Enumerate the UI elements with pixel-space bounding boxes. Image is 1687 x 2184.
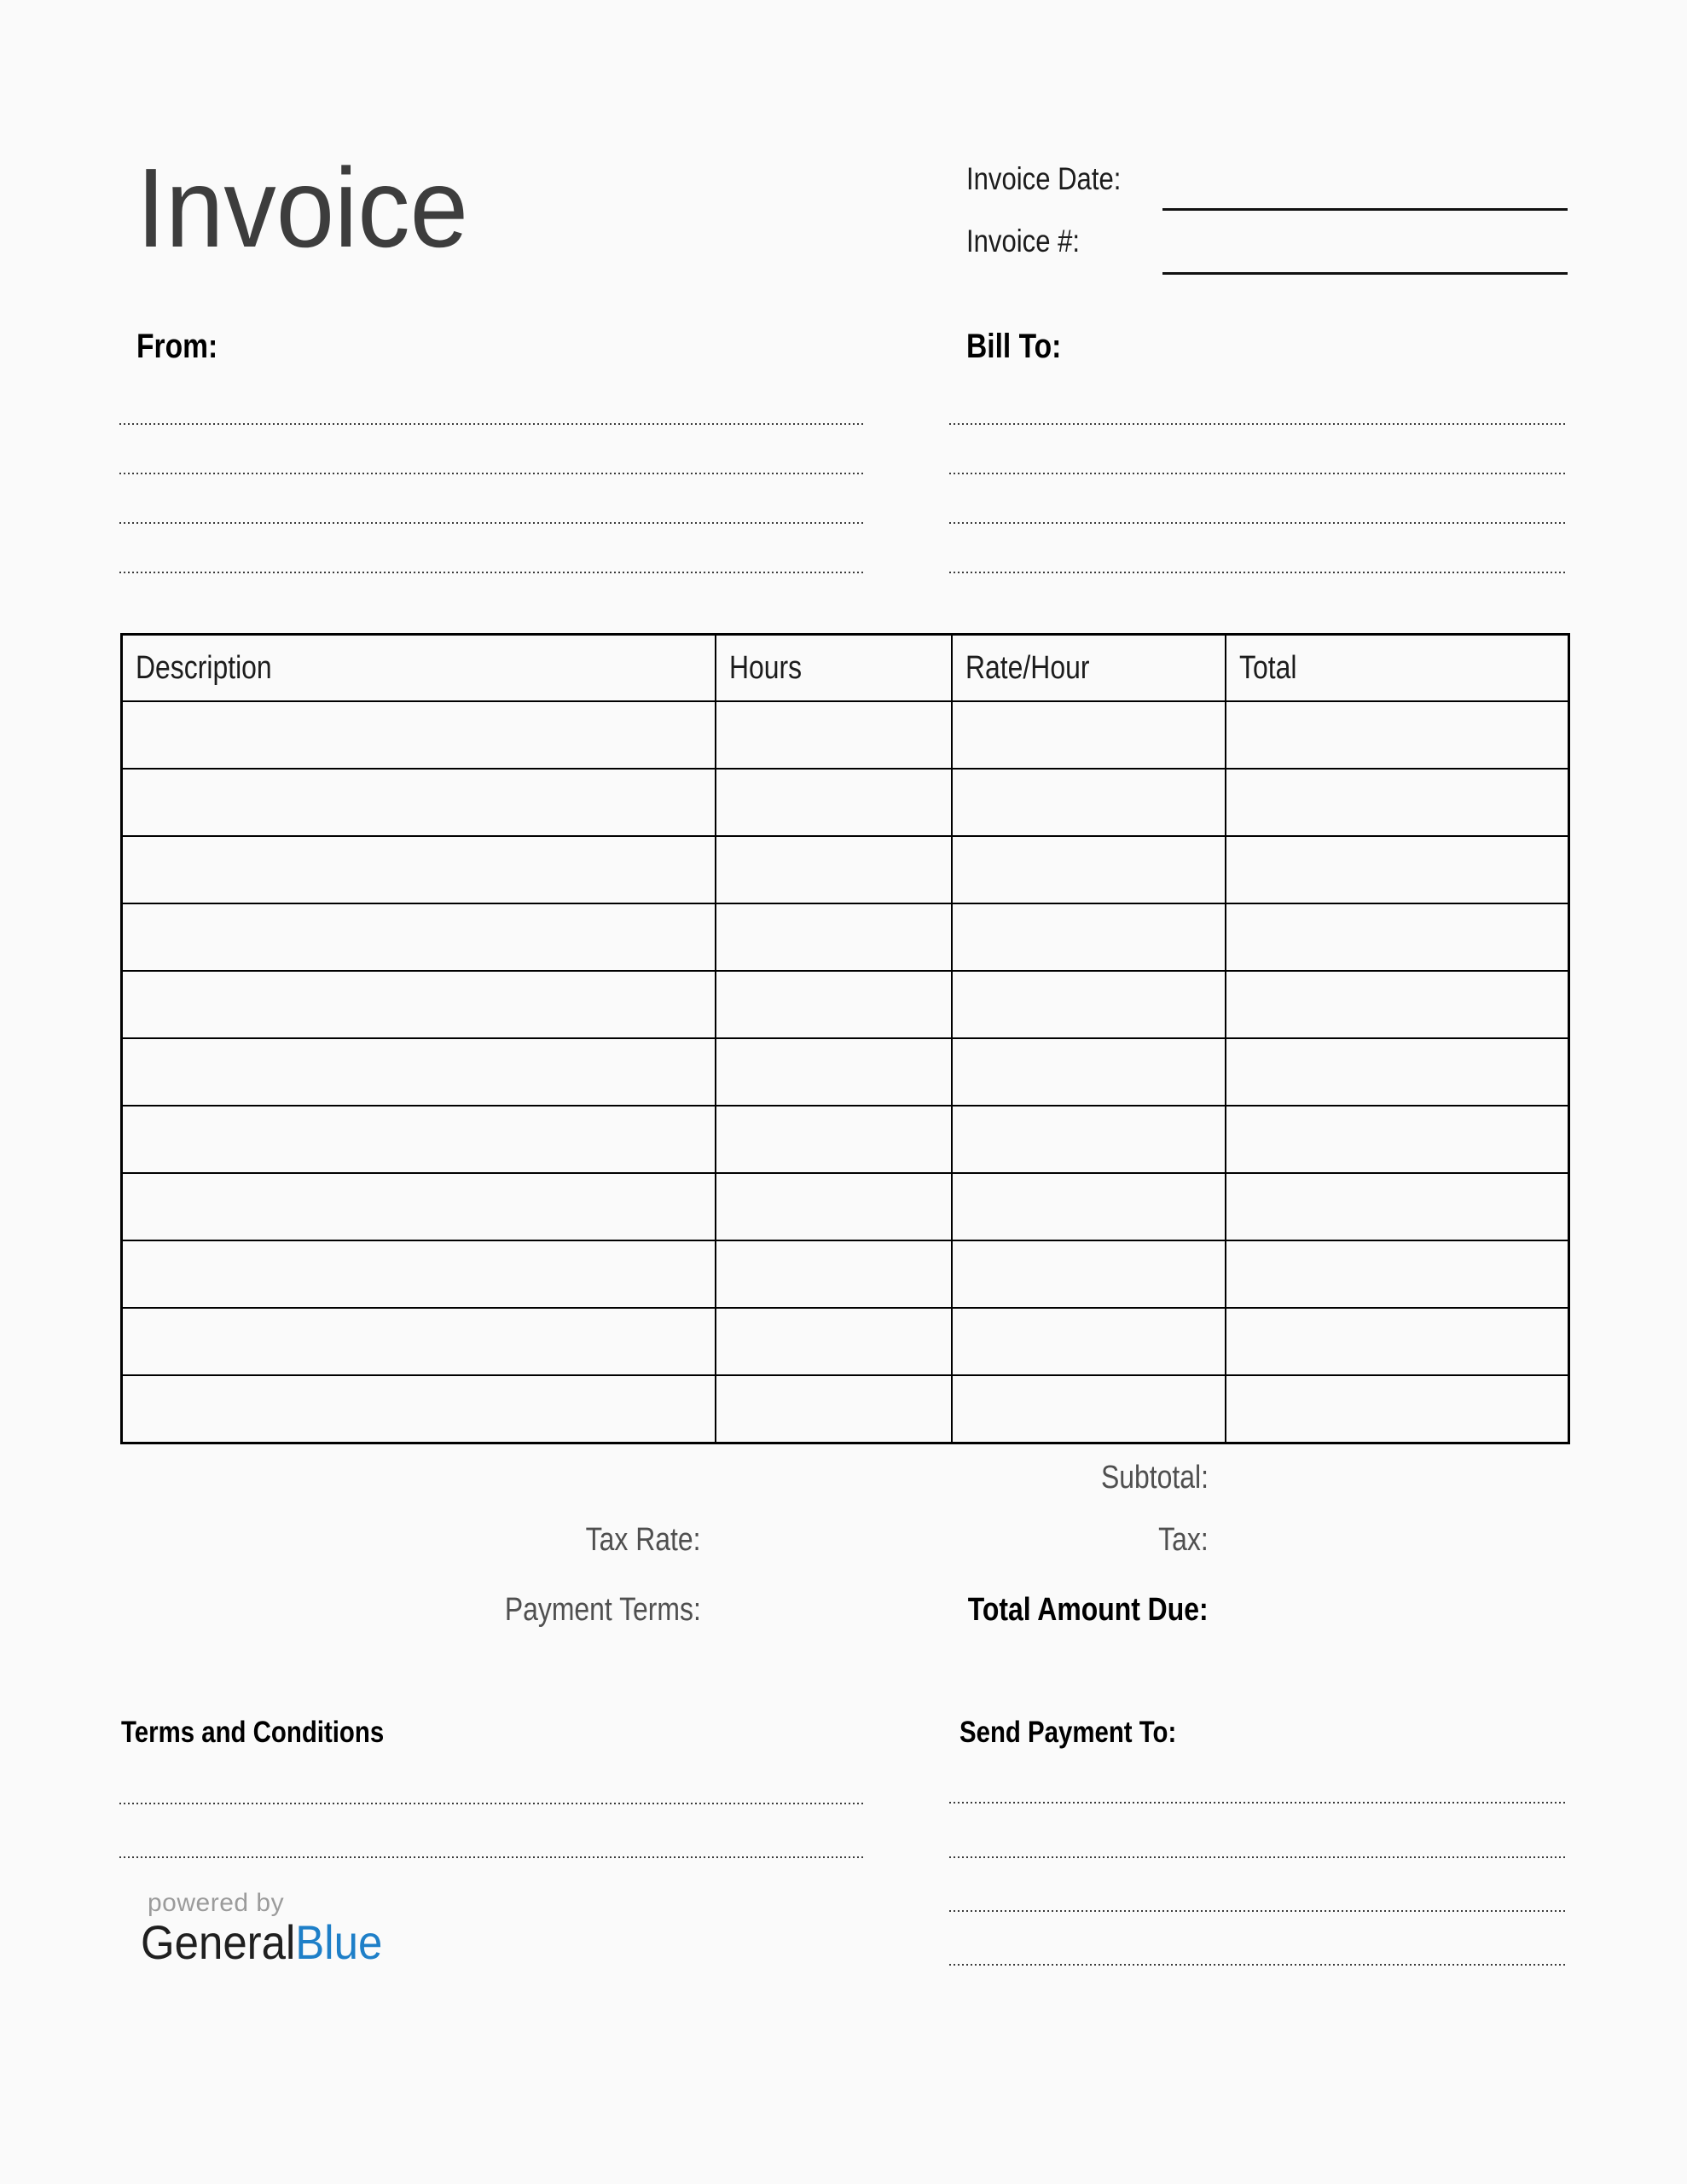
cell-hours[interactable]: [716, 1240, 952, 1308]
cell-total[interactable]: [1226, 769, 1569, 836]
cell-hours[interactable]: [716, 1038, 952, 1106]
cell-total[interactable]: [1226, 701, 1569, 769]
table-header-row: [122, 635, 1569, 702]
powered-by-text: powered by: [148, 1889, 285, 1917]
cell-rate-hour[interactable]: [952, 1173, 1226, 1240]
cell-description[interactable]: [122, 1308, 716, 1375]
payment-terms-label: Payment Terms:: [504, 1592, 701, 1628]
cell-rate-hour[interactable]: [952, 1106, 1226, 1173]
cell-rate-hour[interactable]: [952, 971, 1226, 1038]
cell-total[interactable]: [1226, 1038, 1569, 1106]
send-payment-line-1[interactable]: [949, 1802, 1568, 1804]
table-row: [122, 1173, 1569, 1240]
cell-rate-hour[interactable]: [952, 1038, 1226, 1106]
cell-hours[interactable]: [716, 1375, 952, 1443]
invoice-date-label: Invoice Date:: [966, 161, 1122, 196]
from-address-line-3[interactable]: [119, 522, 864, 524]
bill-to-label: Bill To:: [966, 328, 1062, 365]
invoice-date-input-line[interactable]: [1162, 208, 1568, 211]
column-header-rate-hour: Rate/Hour: [952, 635, 1226, 702]
cell-rate-hour[interactable]: [952, 1308, 1226, 1375]
cell-hours[interactable]: [716, 701, 952, 769]
tax-label: Tax:: [1158, 1522, 1209, 1558]
table-row: [122, 1375, 1569, 1443]
from-address-line-1[interactable]: [119, 423, 864, 425]
from-label: From:: [136, 328, 218, 365]
column-header-total: Total: [1226, 635, 1569, 702]
cell-description[interactable]: [122, 1038, 716, 1106]
send-payment-line-4[interactable]: [949, 1964, 1568, 1966]
table-row: [122, 701, 1569, 769]
cell-description[interactable]: [122, 1375, 716, 1443]
terms-line-1[interactable]: [119, 1803, 864, 1804]
logo-blue-text: Blue: [295, 1915, 383, 1969]
total-amount-due-label: Total Amount Due:: [968, 1592, 1209, 1628]
cell-hours[interactable]: [716, 769, 952, 836]
send-payment-line-2[interactable]: [949, 1856, 1568, 1858]
cell-hours[interactable]: [716, 836, 952, 903]
cell-total[interactable]: [1226, 1375, 1569, 1443]
terms-and-conditions-heading: Terms and Conditions: [121, 1716, 385, 1749]
table-row: [122, 836, 1569, 903]
table-row: [122, 1240, 1569, 1308]
send-payment-line-3[interactable]: [949, 1910, 1568, 1912]
cell-description[interactable]: [122, 1173, 716, 1240]
cell-description[interactable]: [122, 1240, 716, 1308]
table-row: [122, 903, 1569, 971]
cell-rate-hour[interactable]: [952, 769, 1226, 836]
cell-rate-hour[interactable]: [952, 701, 1226, 769]
column-header-description: Description: [122, 635, 716, 702]
cell-description[interactable]: [122, 769, 716, 836]
cell-total[interactable]: [1226, 1106, 1569, 1173]
cell-total[interactable]: [1226, 903, 1569, 971]
page-title-text: Invoice: [136, 145, 468, 270]
cell-total[interactable]: [1226, 971, 1569, 1038]
cell-total[interactable]: [1226, 836, 1569, 903]
logo-general-text: General: [141, 1915, 296, 1969]
cell-hours[interactable]: [716, 1173, 952, 1240]
general-blue-logo: [141, 1915, 406, 1969]
invoice-number-input-line[interactable]: [1162, 272, 1568, 275]
bill-to-address-line-2[interactable]: [949, 473, 1568, 474]
table-row: [122, 1106, 1569, 1173]
cell-description[interactable]: [122, 701, 716, 769]
cell-description[interactable]: [122, 836, 716, 903]
tax-rate-label: Tax Rate:: [586, 1522, 701, 1558]
cell-total[interactable]: [1226, 1173, 1569, 1240]
cell-hours[interactable]: [716, 1106, 952, 1173]
cell-hours[interactable]: [716, 903, 952, 971]
table-row: [122, 971, 1569, 1038]
page-title: [136, 145, 493, 270]
from-address-line-2[interactable]: [119, 473, 864, 474]
line-items-table: [120, 633, 1570, 1444]
invoice-number-label: Invoice #:: [966, 224, 1081, 258]
cell-total[interactable]: [1226, 1308, 1569, 1375]
table-row: [122, 1308, 1569, 1375]
cell-description[interactable]: [122, 903, 716, 971]
subtotal-label: Subtotal:: [1101, 1460, 1209, 1496]
bill-to-address-line-3[interactable]: [949, 522, 1568, 524]
bill-to-address-line-4[interactable]: [949, 572, 1568, 573]
cell-rate-hour[interactable]: [952, 1240, 1226, 1308]
column-header-hours: Hours: [716, 635, 952, 702]
cell-description[interactable]: [122, 1106, 716, 1173]
cell-rate-hour[interactable]: [952, 903, 1226, 971]
table-row: [122, 1038, 1569, 1106]
cell-hours[interactable]: [716, 971, 952, 1038]
cell-description[interactable]: [122, 971, 716, 1038]
from-address-line-4[interactable]: [119, 572, 864, 573]
cell-rate-hour[interactable]: [952, 1375, 1226, 1443]
send-payment-to-heading: Send Payment To:: [959, 1716, 1177, 1749]
cell-hours[interactable]: [716, 1308, 952, 1375]
bill-to-address-line-1[interactable]: [949, 423, 1568, 425]
terms-line-2[interactable]: [119, 1856, 864, 1858]
cell-total[interactable]: [1226, 1240, 1569, 1308]
table-row: [122, 769, 1569, 836]
cell-rate-hour[interactable]: [952, 836, 1226, 903]
